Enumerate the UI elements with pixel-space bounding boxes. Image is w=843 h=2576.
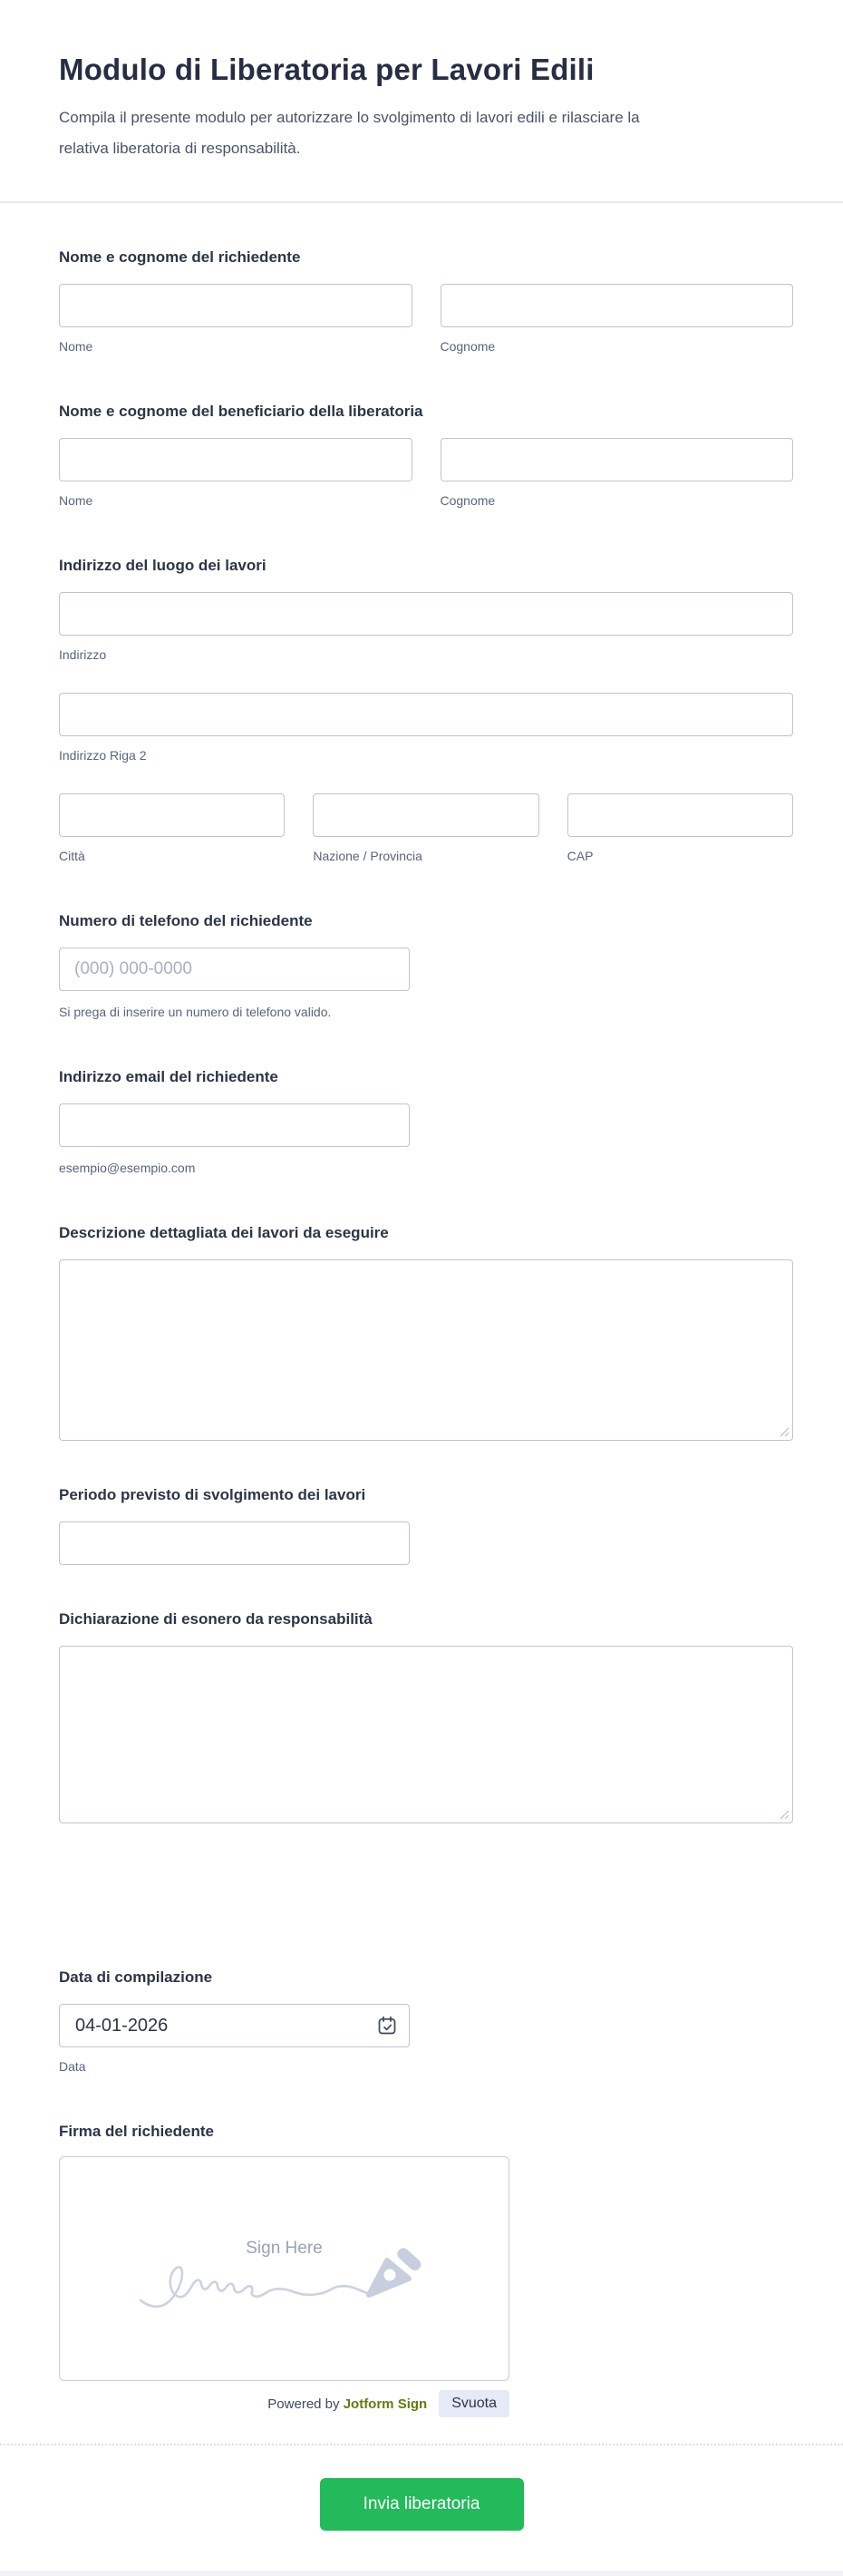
sublabel-nazione-provincia: Nazione / Provincia <box>313 849 422 863</box>
sublabel-nome: Nome <box>59 339 93 354</box>
email-row <box>59 1103 793 1147</box>
question-label-dichiarazione: Dichiarazione di esonero da responsabilità <box>59 1610 373 1628</box>
page-title: Modulo di Liberatoria per Lavori Edili <box>59 53 595 86</box>
address-line2-row <box>59 693 793 763</box>
address-col <box>59 592 793 662</box>
section-beneficiario <box>59 403 793 508</box>
submit-button[interactable]: Invia liberatoria <box>320 2478 524 2531</box>
descrizione-textarea[interactable] <box>59 1259 793 1441</box>
page-bottom-strip <box>0 2571 843 2576</box>
sublabel-cap: CAP <box>567 849 594 863</box>
jotform-sign-brand: Jotform Sign <box>343 2396 428 2412</box>
form-body <box>0 248 843 2417</box>
question-label-firma: Firma del richiedente <box>59 2123 214 2140</box>
resize-grip-icon[interactable] <box>780 1427 790 1437</box>
section-descrizione <box>59 1224 793 1441</box>
city-state-zip-row <box>59 793 793 863</box>
section-dichiarazione <box>59 1610 793 1823</box>
name-col <box>441 438 794 508</box>
question-label-data: Data di compilazione <box>59 1968 213 1986</box>
powered-by-label: Powered by <box>267 2396 340 2412</box>
section-email <box>59 1068 793 1175</box>
data-input[interactable] <box>59 2004 410 2047</box>
indirizzo-linea2-input[interactable] <box>59 693 793 736</box>
powered-by-text <box>267 2396 427 2412</box>
city-col <box>59 793 285 863</box>
address-col <box>59 693 793 763</box>
signature-squiggle <box>135 2244 434 2315</box>
resize-grip-icon[interactable] <box>780 1810 790 1820</box>
email-input[interactable] <box>59 1103 410 1147</box>
sublabel-citta: Città <box>59 849 85 863</box>
section-richiedente <box>59 248 793 354</box>
question-label-beneficiario: Nome e cognome del beneficiario della liberatoria <box>59 403 423 420</box>
question-label-telefono: Numero di telefono del richiedente <box>59 912 313 929</box>
section-firma <box>59 2123 793 2417</box>
question-label-indirizzo: Indirizzo del luogo dei lavori <box>59 557 266 574</box>
form-subtitle <box>59 102 793 164</box>
pen-nib-icon <box>369 2246 423 2295</box>
sublabel-nome: Nome <box>59 493 93 508</box>
periodo-input[interactable] <box>59 1521 410 1565</box>
form-header <box>0 0 843 164</box>
dichiarazione-textarea[interactable] <box>59 1646 793 1823</box>
zip-col <box>567 793 793 863</box>
question-label-descrizione: Descrizione dettagliata dei lavori da eseguire <box>59 1224 389 1241</box>
indirizzo-linea1-input[interactable] <box>59 592 793 636</box>
sublabel-cognome: Cognome <box>440 493 496 508</box>
richiedente-cognome-input[interactable] <box>441 284 794 327</box>
richiedente-nome-input[interactable] <box>59 284 412 327</box>
citta-input[interactable] <box>59 793 285 837</box>
section-indirizzo <box>59 557 793 863</box>
question-label-richiedente: Nome e cognome del richiedente <box>59 248 301 266</box>
textarea-wrap <box>59 1259 793 1441</box>
phone-row <box>59 948 793 991</box>
clear-signature-button[interactable]: Svuota <box>439 2390 509 2417</box>
name-col <box>59 438 412 508</box>
section-data <box>59 1968 793 2074</box>
nazione-provincia-input[interactable] <box>313 793 538 837</box>
question-label-email: Indirizzo email del richiedente <box>59 1068 278 1085</box>
sublabel-data: Data <box>59 2059 86 2074</box>
section-periodo <box>59 1486 793 1565</box>
telefono-hint: Si prega di inserire un numero di telefono valido. <box>59 1005 332 1019</box>
submit-row <box>0 2478 843 2531</box>
signature-footer <box>59 2390 509 2417</box>
name-col <box>441 284 794 354</box>
address-line1-row <box>59 592 793 662</box>
beneficiario-nome-input[interactable] <box>59 438 412 481</box>
sublabel-indirizzo-riga2: Indirizzo Riga 2 <box>59 748 147 763</box>
calendar-button[interactable] <box>376 2015 398 2036</box>
submit-divider <box>0 2444 843 2445</box>
calendar-icon <box>376 2015 398 2036</box>
question-label-periodo: Periodo previsto di svolgimento dei lavori <box>59 1486 366 1503</box>
subtitle-line: Compila il presente modulo per autorizzare lo svolgimento di lavori edili e rilasciare la <box>59 109 640 126</box>
telefono-input[interactable] <box>59 948 410 991</box>
beneficiario-cognome-input[interactable] <box>441 438 794 481</box>
periodo-row <box>59 1521 793 1565</box>
state-col <box>313 793 538 863</box>
subtitle-line: relativa liberatoria di responsabilità. <box>59 140 301 157</box>
name-row <box>59 438 793 508</box>
email-hint: esempio@esempio.com <box>59 1161 196 1175</box>
cap-input[interactable] <box>567 793 793 837</box>
textarea-wrap <box>59 1646 793 1823</box>
sign-here-text: Sign Here <box>246 2239 323 2258</box>
name-row <box>59 284 793 354</box>
section-telefono <box>59 912 793 1019</box>
name-col <box>59 284 412 354</box>
sublabel-cognome: Cognome <box>440 339 496 354</box>
date-field <box>59 2004 410 2047</box>
header-divider <box>0 201 843 203</box>
signature-pad[interactable] <box>59 2156 509 2381</box>
sublabel-indirizzo: Indirizzo <box>59 647 107 662</box>
